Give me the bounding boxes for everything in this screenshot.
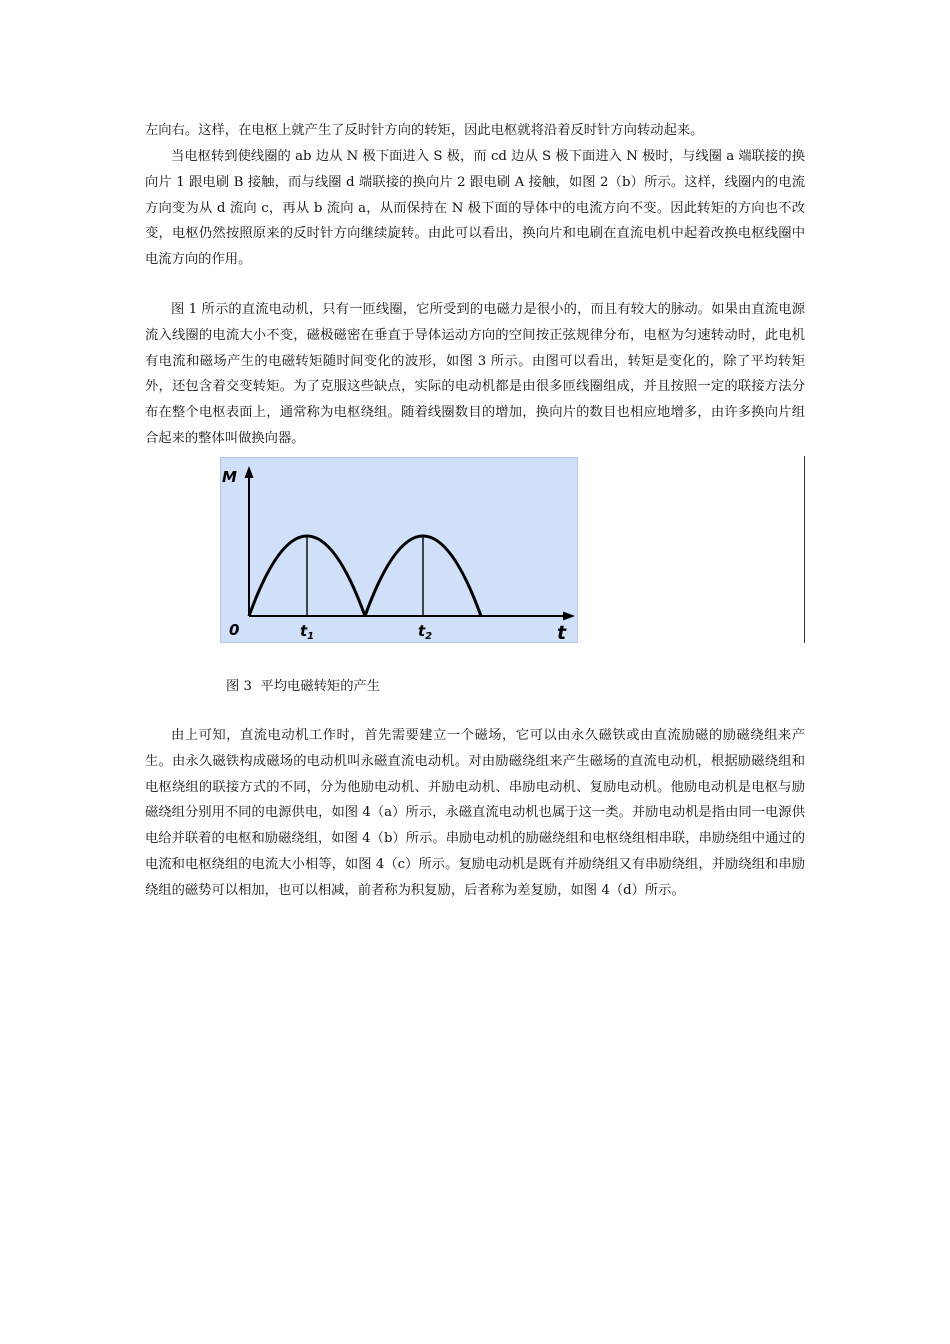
paragraph-excitation-types: 由上可知，直流电动机工作时，首先需要建立一个磁场，它可以由永久磁铁或由直流励磁的励磁绕组来产生。由永久磁铁构成磁场的电动机叫永磁直流电动机。对由励磁绕组来产生磁场的直流电动机，根据励磁绕组和电枢绕组的联接方式的不同，分为他励电动机、并励电动机、串励电动机、复励电动机。他励电动机是电枢与励磁绕组分别用不同的电源供电，如图 4（a）所示，永磁直流电动机也属于这一类。并励电动机是指由同一电源供电给并联着的电枢和励磁绕组，如图 4（b）所示。串励电动机的励磁绕组和电枢绕组相串联，串励绕组中通过的电流和电枢绕组的电流大小相等，如图 4（c）所示。复励电动机是既有并励绕组又有串励绕组，并励绕组和串励绕组的磁势可以相加，也可以相减，前者称为积复励，后者称为差复励，如图 4（d）所示。	[145, 728, 805, 898]
tick-t2-sub: 2	[425, 631, 433, 642]
y-axis-arrow	[245, 466, 254, 478]
tick-t1-letter: t	[300, 622, 308, 640]
figure-caption: 图 3 平均电磁转矩的产生	[226, 679, 381, 694]
paragraph-commutator-role: 当电枢转到使线圈的 ab 边从 N 极下面进入 S 极，而 cd 边从 S 极下面进入 N 极时，与线圈 a 端联接的换向片 1 跟电刷 B 接触，而与线圈 d 端联接的换向片 2 跟电刷 A 接触，如图 2（b）所示。这样，线圈内的电流方向变为从 d 流向 c，再从 b 流向 a，从而保持在 N 极下面的导体中的电流方向不变。因此转矩的方向也不改变，电枢仍然按照原来的反时针方向继续旋转。由此可以看出，换向片和电刷在直流电机中起着改换电枢线圈中电流方向的作用。	[145, 149, 805, 268]
tick-label-t1	[300, 622, 314, 642]
x-axis-label: t	[557, 622, 567, 642]
x-axis-arrow	[563, 612, 575, 621]
tick-t1-sub: 1	[307, 631, 315, 642]
vertical-divider	[804, 456, 805, 643]
paragraph-commutation-intro: 左向右。这样，在电枢上就产生了反时针方向的转矩，因此电枢就将沿着反时针方向转动起来。	[145, 123, 704, 138]
y-axis-label: M	[222, 468, 237, 486]
torque-waveform-figure	[220, 457, 578, 643]
tick-label-t2	[418, 622, 432, 642]
paragraph-torque-waveform: 图 1 所示的直流电动机，只有一匝线圈，它所受到的电磁力是很小的，而且有较大的脉动。如果由直流电源流入线圈的电流大小不变，磁极磁密在垂直于导体运动方向的空间按正弦规律分布，电枢为匀速转动时，此电机有电流和磁场产生的电磁转矩随时间变化的波形，如图 3 所示。由图可以看出，转矩是变化的，除了平均转矩外，还包含着交变转矩。为了克服这些缺点，实际的电动机都是由很多匝线圈组成，并且按照一定的联接方法分布在整个电枢表面上，通常称为电枢绕组。随着线圈数目的增加，换向片的数目也相应地增多，由许多换向片组合起来的整体叫做换向器。	[145, 302, 805, 446]
torque-waveform-svg	[221, 458, 577, 642]
origin-label: 0	[229, 621, 240, 639]
tick-t2-letter: t	[418, 622, 426, 640]
